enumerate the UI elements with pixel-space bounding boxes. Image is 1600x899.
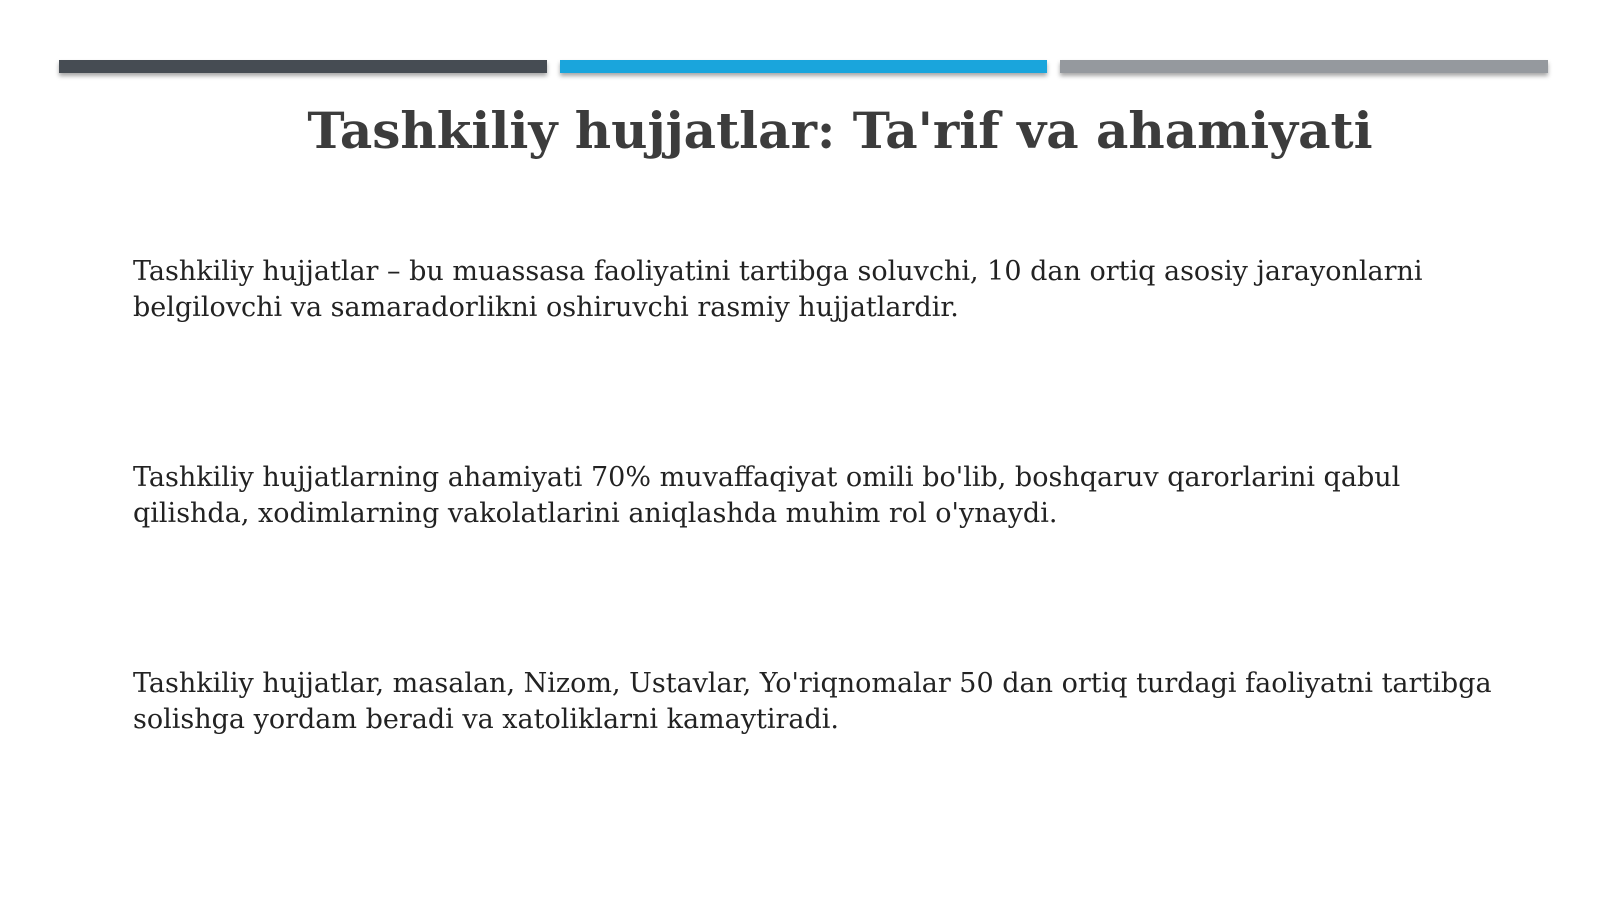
slide-title: Tashkiliy hujjatlar: Ta'rif va ahamiyati: [307, 101, 1373, 160]
accent-bar-gray: [1060, 60, 1548, 73]
paragraph-definition: Tashkiliy hujjatlar – bu muassasa faoliyatini tartibga soluvchi, 10 dan ortiq asosiy jarayonlarni belgilovchi va samaradorlikni oshiruvchi rasmiy hujjatlardir.: [133, 256, 1423, 323]
paragraph-examples: Tashkiliy hujjatlar, masalan, Nizom, Ustavlar, Yo'riqnomalar 50 dan ortiq turdagi faoliyatni tartibga solishga yordam beradi va xatoliklarni kamaytiradi.: [133, 668, 1492, 735]
accent-bar-dark: [59, 60, 547, 73]
accent-bar-blue: [560, 60, 1047, 73]
paragraph-importance: Tashkiliy hujjatlarning ahamiyati 70% muvaffaqiyat omili bo'lib, boshqaruv qarorlarini qabul qilishda, xodimlarning vakolatlarini aniqlashda muhim rol o'ynaydi.: [133, 462, 1401, 529]
